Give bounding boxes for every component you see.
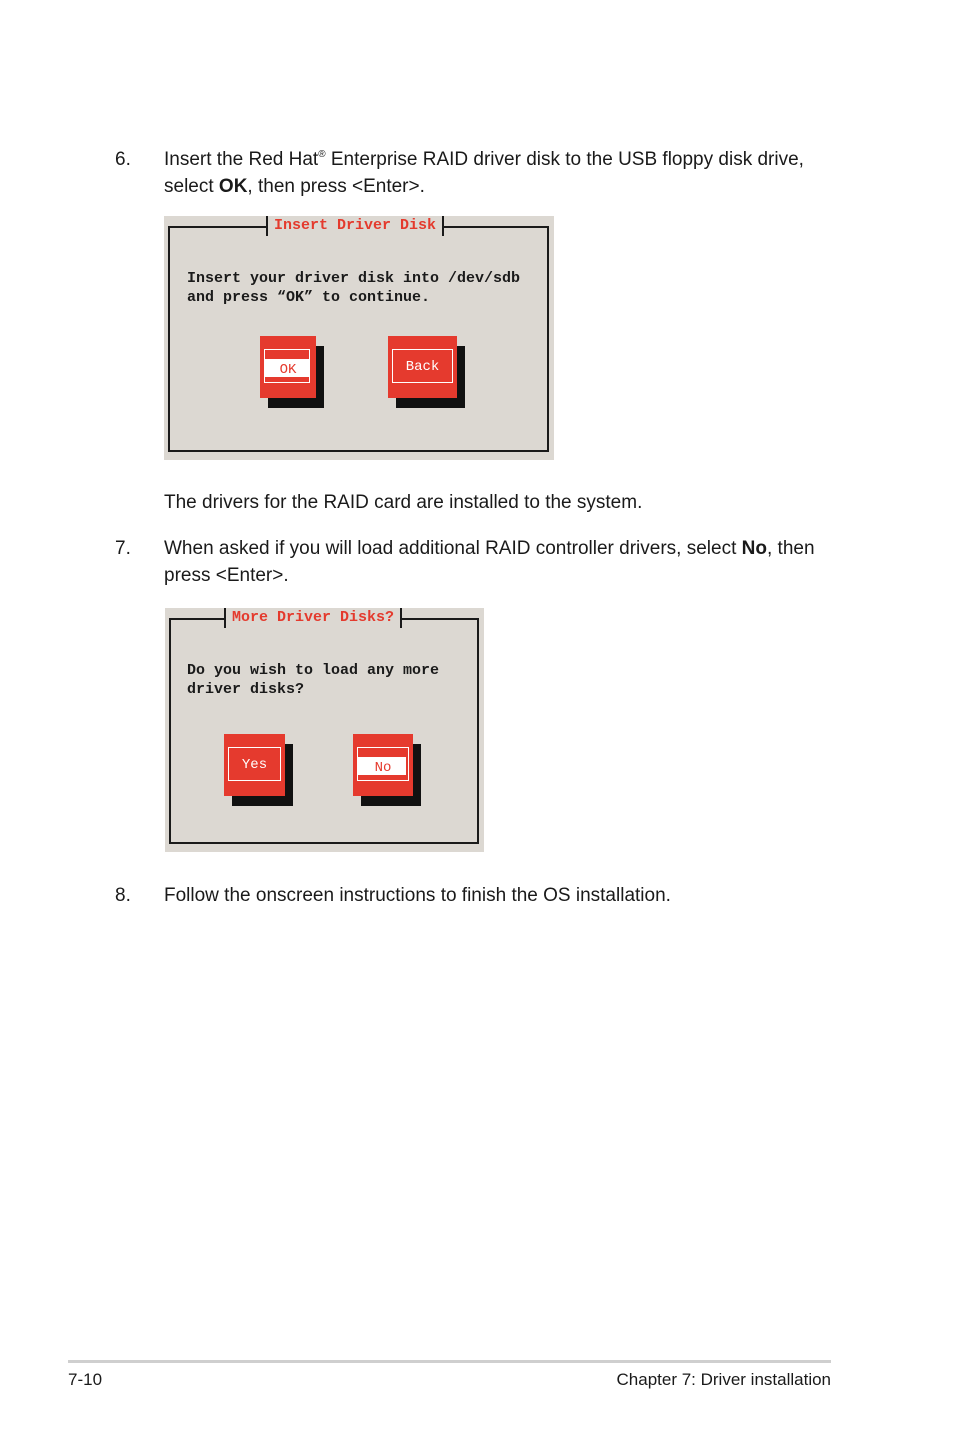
footer-divider <box>68 1360 831 1363</box>
more-driver-disks-screenshot <box>165 608 484 852</box>
step-number: 8. <box>115 885 131 906</box>
install-note: The drivers for the RAID card are installed to the system. <box>164 492 643 513</box>
dialog-frame <box>169 618 479 844</box>
chapter-title: Chapter 7: Driver installation <box>616 1370 831 1389</box>
dialog-title: Insert Driver Disk <box>266 216 444 236</box>
insert-driver-disk-screenshot <box>164 216 554 460</box>
step-text: When asked if you will load additional RAID controller drivers, select No, then press <Enter>. <box>164 538 815 586</box>
dialog-message-line-1: Insert your driver disk into /dev/sdb <box>187 270 521 287</box>
dialog-frame <box>168 226 549 452</box>
back-button[interactable] <box>388 336 457 398</box>
ok-button-label: OK <box>279 362 297 378</box>
registered-mark: ® <box>318 149 326 160</box>
dialog-message-line-2: driver disks? <box>187 681 305 698</box>
no-button[interactable] <box>353 734 413 796</box>
dialog-message-line-1: Do you wish to load any more <box>187 662 440 679</box>
step-number: 7. <box>115 538 131 559</box>
back-button-label: Back <box>405 359 440 375</box>
step-text: Insert the Red Hat® Enterprise RAID driver disk to the USB floppy disk drive, select OK, then press <Enter>. <box>164 149 804 197</box>
step-text: Follow the onscreen instructions to finish the OS installation. <box>164 885 671 906</box>
dialog-message-line-2: and press “OK” to continue. <box>187 289 431 306</box>
ok-button[interactable] <box>260 336 316 398</box>
dialog-title: More Driver Disks? <box>224 608 402 628</box>
no-button-label: No <box>374 760 392 776</box>
yes-button-label: Yes <box>241 757 268 773</box>
page-number: 7-10 <box>68 1370 103 1389</box>
yes-button[interactable] <box>224 734 285 796</box>
step-number: 6. <box>115 149 131 170</box>
